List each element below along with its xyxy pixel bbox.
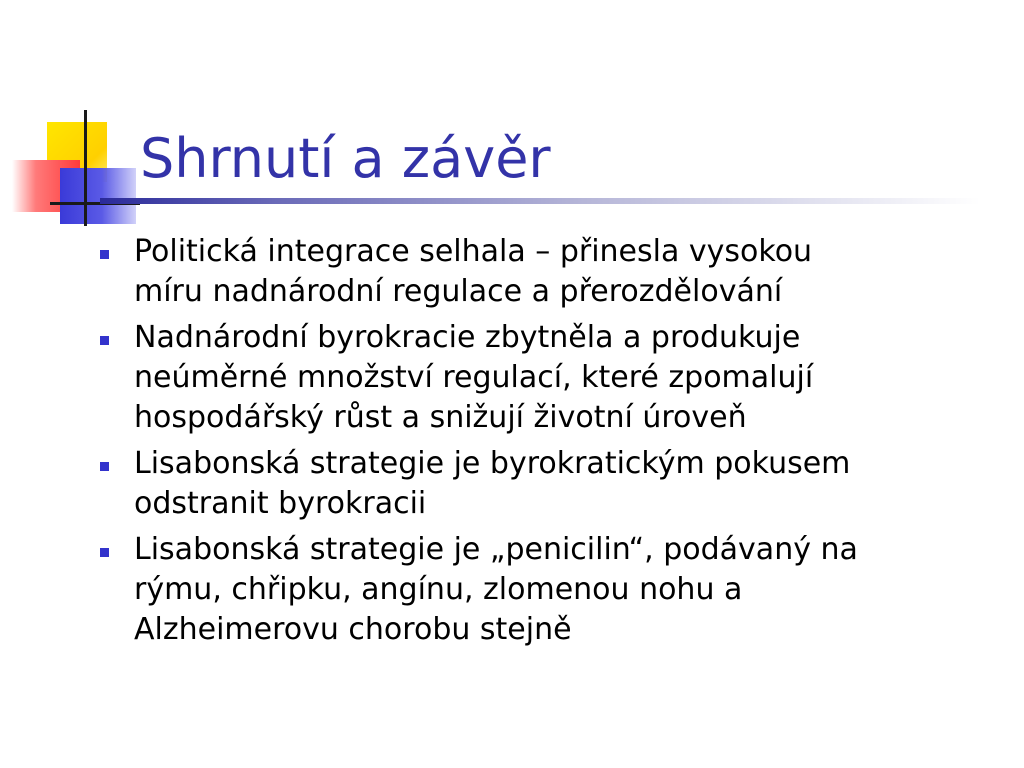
bullet-item xyxy=(96,232,996,312)
square-bullet-icon xyxy=(100,250,109,259)
vertical-line xyxy=(84,110,87,226)
blue-square xyxy=(60,168,136,224)
bullet-item xyxy=(96,444,996,524)
bullet-item xyxy=(96,318,996,438)
title-underline xyxy=(100,198,980,204)
square-bullet-icon xyxy=(100,336,109,345)
bullet-line: rýmu, chřipku, angínu, zlomenou nohu a xyxy=(134,572,743,607)
bullet-line: Lisabonská strategie je byrokratickým pokusem xyxy=(134,446,851,481)
bullet-line: Nadnárodní byrokracie zbytněla a produkuje xyxy=(134,320,801,355)
bullet-line: míru nadnárodní regulace a přerozdělování xyxy=(134,274,783,309)
bullet-line: neúměrné množství regulací, které zpomalují xyxy=(134,360,814,395)
bullet-line: Politická integrace selhala – přinesla vysokou xyxy=(134,234,813,269)
bullet-item xyxy=(96,530,996,650)
decorative-squares-icon xyxy=(0,0,160,240)
square-bullet-icon xyxy=(100,548,109,557)
bullet-line: hospodářský růst a snižují životní úroveň xyxy=(134,400,747,435)
bullet-line: odstranit byrokracii xyxy=(134,486,427,521)
square-bullet-icon xyxy=(100,462,109,471)
bullet-line: Alzheimerovu chorobu stejně xyxy=(134,612,572,647)
bullet-line: Lisabonská strategie je „penicilin“, podávaný na xyxy=(134,532,858,567)
bullet-list xyxy=(96,232,996,656)
slide-title: Shrnutí a závěr xyxy=(140,127,551,190)
